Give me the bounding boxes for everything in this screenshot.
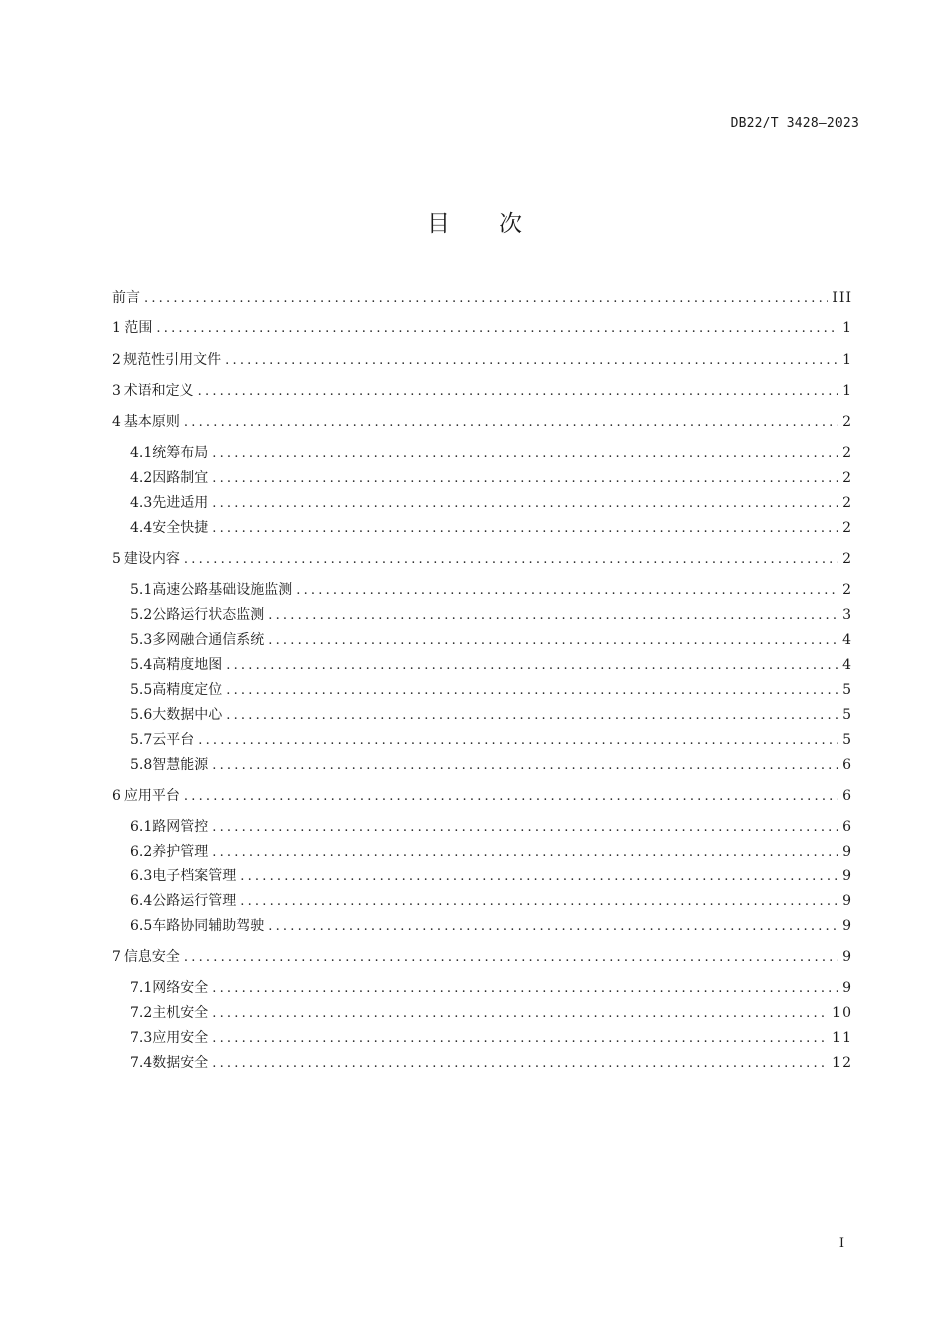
- toc-entry[interactable]: [130, 518, 852, 538]
- toc-entry-number: 3: [112, 383, 121, 399]
- toc-entry-label: 公路运行管理: [152, 893, 237, 909]
- toc-entry-label: 路网管控: [152, 819, 209, 835]
- toc-entry[interactable]: [130, 443, 852, 463]
- toc-entry-number: 7.1: [130, 980, 153, 996]
- toc-entry-label: 建设内容: [123, 551, 180, 567]
- toc-entry-label: 高速公路基础设施监测: [152, 582, 293, 598]
- toc-entry-number: 6: [112, 788, 121, 804]
- toc-leader-dots: [198, 731, 838, 751]
- toc-entry-number: 4.1: [130, 445, 153, 461]
- title-part-1: 目: [427, 211, 451, 237]
- toc-entry-number: 2: [112, 352, 121, 368]
- toc-leader-dots: [212, 843, 838, 863]
- toc-entry-label: 智慧能源: [152, 757, 209, 773]
- toc-leader-dots: [156, 319, 838, 339]
- footer-page-number: I: [838, 1236, 844, 1251]
- toc-leader-dots: [212, 494, 838, 514]
- toc-entry-page: 2: [842, 414, 852, 430]
- toc-entry-label: 电子档案管理: [152, 868, 237, 884]
- toc-entry-label: 主机安全: [152, 1005, 209, 1021]
- toc-entry[interactable]: [130, 891, 852, 911]
- toc-entry-number: 4.4: [130, 520, 153, 536]
- toc-entry-number: 5.6: [130, 707, 153, 723]
- toc-entry-page: III: [832, 290, 852, 306]
- toc-entry-number: 5.4: [130, 657, 153, 673]
- toc-entry-page: 6: [842, 788, 852, 804]
- toc-entry-number: 6.5: [130, 918, 153, 934]
- toc-entry-number: 7.4: [130, 1055, 153, 1071]
- toc-entry-label: 基本原则: [123, 414, 180, 430]
- toc-entry-page: 9: [842, 893, 852, 909]
- toc-leader-dots: [212, 1029, 828, 1049]
- toc-entry-label: 多网融合通信系统: [152, 632, 265, 648]
- toc-entry-number: 4.2: [130, 470, 153, 486]
- toc-leader-dots: [268, 606, 838, 626]
- toc-entry-page: 4: [842, 657, 852, 673]
- toc-entry-page: 2: [842, 551, 852, 567]
- toc-entry-label: 高精度地图: [152, 657, 223, 673]
- toc-entry-page: 5: [842, 682, 852, 698]
- toc-entry-page: 9: [842, 868, 852, 884]
- toc-entry-number: 1: [112, 320, 121, 336]
- toc-entry[interactable]: [112, 786, 852, 806]
- toc-entry-number: 5.1: [130, 582, 153, 598]
- toc-leader-dots: [226, 656, 838, 676]
- toc-leader-dots: [240, 892, 838, 912]
- toc-leader-dots: [198, 382, 838, 402]
- toc-entry-number: 6.4: [130, 893, 153, 909]
- toc-entry-label: 大数据中心: [152, 707, 223, 723]
- toc-leader-dots: [268, 631, 838, 651]
- toc-entry[interactable]: [130, 630, 852, 650]
- toc-entry-page: 11: [832, 1030, 852, 1046]
- toc-leader-dots: [212, 818, 838, 838]
- toc-entry-number: 7.2: [130, 1005, 153, 1021]
- toc-leader-dots: [225, 351, 838, 371]
- toc-entry[interactable]: [130, 978, 852, 998]
- toc-entry[interactable]: [130, 655, 852, 675]
- toc-entry-label: 先进适用: [152, 495, 209, 511]
- toc-entry[interactable]: [112, 947, 852, 967]
- toc-leader-dots: [212, 756, 838, 776]
- toc-entry-label: 因路制宜: [152, 470, 209, 486]
- toc-entry-label: 数据安全: [152, 1055, 209, 1071]
- toc-entry-number: 5.2: [130, 607, 153, 623]
- toc-entry-label: 高精度定位: [152, 682, 223, 698]
- toc-entry[interactable]: [130, 493, 852, 513]
- toc-entry[interactable]: [130, 817, 852, 837]
- toc-entry[interactable]: [130, 730, 852, 750]
- toc-entry-number: 5.7: [130, 732, 153, 748]
- toc-entry-page: 2: [842, 520, 852, 536]
- title-part-2: 次: [499, 211, 523, 237]
- toc-entry[interactable]: [112, 412, 852, 432]
- toc-entry-page: 2: [842, 445, 852, 461]
- toc-leader-dots: [212, 444, 838, 464]
- toc-entry-label: 应用平台: [123, 788, 180, 804]
- toc-entry-label: 安全快捷: [152, 520, 209, 536]
- toc-leader-dots: [212, 519, 838, 539]
- toc-entry[interactable]: [130, 580, 852, 600]
- toc-entry-number: 5.8: [130, 757, 153, 773]
- toc-entry-label: 车路协同辅助驾驶: [152, 918, 265, 934]
- toc-entry-page: 1: [842, 320, 852, 336]
- toc-entry[interactable]: [130, 755, 852, 775]
- toc-entry-label: 养护管理: [152, 844, 209, 860]
- toc-leader-dots: [184, 550, 838, 570]
- toc-entry-number: 7: [112, 949, 121, 965]
- toc-entry[interactable]: [112, 350, 852, 370]
- toc-entry-number: 5.3: [130, 632, 153, 648]
- toc-entry[interactable]: [130, 705, 852, 725]
- toc-entry-page: 5: [842, 707, 852, 723]
- toc-entry-page: 9: [842, 844, 852, 860]
- toc-leader-dots: [184, 948, 838, 968]
- toc-entry-label: 范围: [124, 320, 153, 336]
- toc-entry-label: 云平台: [152, 732, 195, 748]
- toc-entry-number: 6.1: [130, 819, 153, 835]
- toc-entry-label: 网络安全: [152, 980, 209, 996]
- toc-entry[interactable]: [112, 549, 852, 569]
- toc-entry-page: 10: [832, 1005, 852, 1021]
- toc-entry-number: 5.5: [130, 682, 153, 698]
- toc-entry-page: 2: [842, 495, 852, 511]
- toc-entry[interactable]: [130, 605, 852, 625]
- toc-entry-label: 术语和定义: [123, 383, 194, 399]
- toc-entry-number: 4: [112, 414, 121, 430]
- toc-leader-dots: [212, 1054, 828, 1074]
- toc-entry-label: 公路运行状态监测: [152, 607, 265, 623]
- page-title: [0, 205, 950, 238]
- toc-entry[interactable]: [130, 1053, 852, 1073]
- toc-entry-page: 12: [832, 1055, 852, 1071]
- toc-entry-page: 6: [842, 819, 852, 835]
- toc-leader-dots: [226, 681, 838, 701]
- toc-entry[interactable]: [112, 318, 852, 338]
- toc-entry[interactable]: [130, 866, 852, 886]
- toc-entry[interactable]: [130, 1003, 852, 1023]
- toc-entry[interactable]: [130, 842, 852, 862]
- toc-entry-label: 应用安全: [152, 1030, 209, 1046]
- toc-entry-page: 9: [842, 949, 852, 965]
- toc-leader-dots: [212, 469, 838, 489]
- toc-entry-number: 4.3: [130, 495, 153, 511]
- toc-entry-label: 前言: [112, 290, 140, 306]
- toc-leader-dots: [296, 581, 838, 601]
- toc-entry-page: 2: [842, 470, 852, 486]
- toc-leader-dots: [212, 979, 838, 999]
- toc-entry[interactable]: [130, 468, 852, 488]
- toc-entry[interactable]: [112, 381, 852, 401]
- toc-leader-dots: [268, 917, 838, 937]
- toc-leader-dots: [184, 787, 838, 807]
- toc-entry-label: 统筹布局: [152, 445, 209, 461]
- toc-entry[interactable]: [112, 288, 852, 308]
- toc-entry-page: 9: [842, 980, 852, 996]
- toc-entry[interactable]: [130, 1028, 852, 1048]
- toc-entry-page: 6: [842, 757, 852, 773]
- toc-entry-label: 信息安全: [123, 949, 180, 965]
- toc-entry[interactable]: [130, 916, 852, 936]
- toc-leader-dots: [212, 1004, 828, 1024]
- toc-entry-number: 6.2: [130, 844, 153, 860]
- document-code: DB22/T 3428—2023: [730, 116, 859, 131]
- toc-entry-page: 1: [842, 383, 852, 399]
- toc-entry-page: 2: [842, 582, 852, 598]
- toc-entry-label: 规范性引用文件: [123, 352, 222, 368]
- toc-entry-page: 1: [842, 352, 852, 368]
- toc-leader-dots: [184, 413, 838, 433]
- toc-entry-number: 5: [112, 551, 121, 567]
- toc-leader-dots: [240, 867, 838, 887]
- toc-entry-page: 5: [842, 732, 852, 748]
- toc-entry[interactable]: [130, 680, 852, 700]
- toc-entry-page: 3: [842, 607, 852, 623]
- toc-entry-page: 4: [842, 632, 852, 648]
- toc-entry-number: 7.3: [130, 1030, 153, 1046]
- toc-entry-page: 9: [842, 918, 852, 934]
- toc-leader-dots: [144, 289, 828, 309]
- toc-entry-number: 6.3: [130, 868, 153, 884]
- toc-leader-dots: [226, 706, 838, 726]
